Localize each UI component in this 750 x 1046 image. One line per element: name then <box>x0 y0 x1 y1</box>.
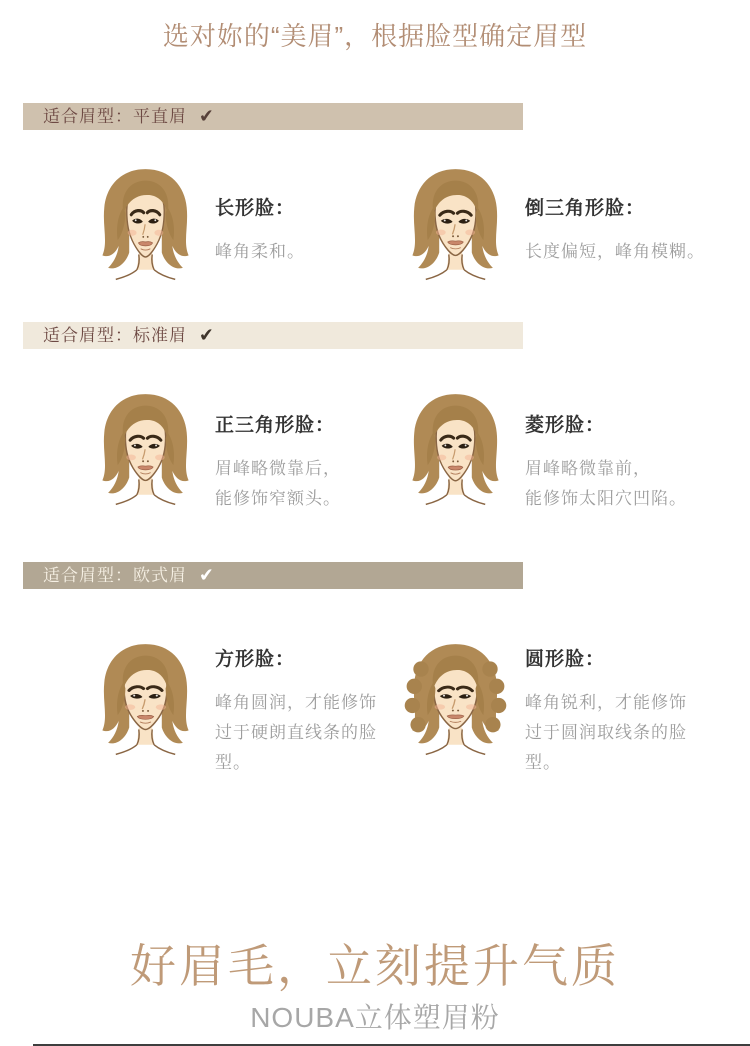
face-type-title: 长形脸： <box>215 198 296 219</box>
inverted-triangle-face-illustration <box>398 163 513 298</box>
eyebrow-type-name: 标准眉 <box>133 326 187 345</box>
section-header-2 <box>23 322 523 349</box>
eyebrow-type-name: 平直眉 <box>133 107 187 126</box>
face-type-description <box>215 454 341 514</box>
description-line: 长度偏短，峰角模糊。 <box>525 242 705 261</box>
section-header-label: 适合眉型： <box>43 566 133 585</box>
face-type-description <box>215 237 305 267</box>
face-card <box>88 638 377 778</box>
section-header-label: 适合眉型： <box>43 107 133 126</box>
description-line: 峰角锐利，才能修饰 <box>525 693 687 712</box>
section-header-1 <box>23 103 523 130</box>
description-line: 峰角柔和。 <box>215 242 305 261</box>
checkmark-icon: ✔ <box>198 105 216 127</box>
eyebrow-type-name: 欧式眉 <box>133 566 187 585</box>
face-card <box>398 388 687 523</box>
face-card-text <box>525 163 705 267</box>
diamond-face-illustration <box>398 388 513 523</box>
face-type-description <box>525 237 705 267</box>
face-type-description <box>215 688 377 778</box>
description-line: 过于圆润取线条的脸 <box>525 723 687 742</box>
section-header-label: 适合眉型： <box>43 326 133 345</box>
page-title: 选对妳的“美眉”，根据脸型确定眉型 <box>162 21 588 51</box>
face-card-text <box>525 638 687 778</box>
description-line: 眉峰略微靠后， <box>215 459 341 478</box>
face-type-description <box>525 454 687 514</box>
description-line: 过于硬朗直线条的脸 <box>215 723 377 742</box>
face-type-title: 圆形脸： <box>525 649 606 670</box>
face-type-title: 倒三角形脸： <box>525 198 646 219</box>
face-card-text <box>215 163 305 267</box>
face-card-text <box>215 388 341 514</box>
description-line: 能修饰窄额头。 <box>215 489 341 508</box>
face-card-text <box>215 638 377 778</box>
triangle-face-illustration <box>88 388 203 523</box>
description-line: 型。 <box>215 753 251 772</box>
face-type-title: 正三角形脸： <box>215 415 336 436</box>
face-card <box>88 388 341 523</box>
square-face-illustration <box>88 638 203 773</box>
description-line: 型。 <box>525 753 561 772</box>
face-card <box>398 638 687 778</box>
face-card <box>88 163 305 298</box>
description-line: 峰角圆润，才能修饰 <box>215 693 377 712</box>
face-type-title: 方形脸： <box>215 649 296 670</box>
checkmark-icon: ✔ <box>198 324 216 346</box>
description-line: 眉峰略微靠前， <box>525 459 651 478</box>
footer-product-name: NOUBA立体塑眉粉 <box>250 1002 500 1033</box>
face-type-description <box>525 688 687 778</box>
footer-slogan: 好眉毛，立刻提升气质 <box>130 941 620 992</box>
face-card <box>398 163 705 298</box>
section-header-3 <box>23 562 523 589</box>
face-type-title: 菱形脸： <box>525 415 606 436</box>
face-card-text <box>525 388 687 514</box>
description-line: 能修饰太阳穴凹陷。 <box>525 489 687 508</box>
round-face-illustration <box>398 638 513 773</box>
long-face-illustration <box>88 163 203 298</box>
checkmark-icon: ✔ <box>198 564 216 586</box>
